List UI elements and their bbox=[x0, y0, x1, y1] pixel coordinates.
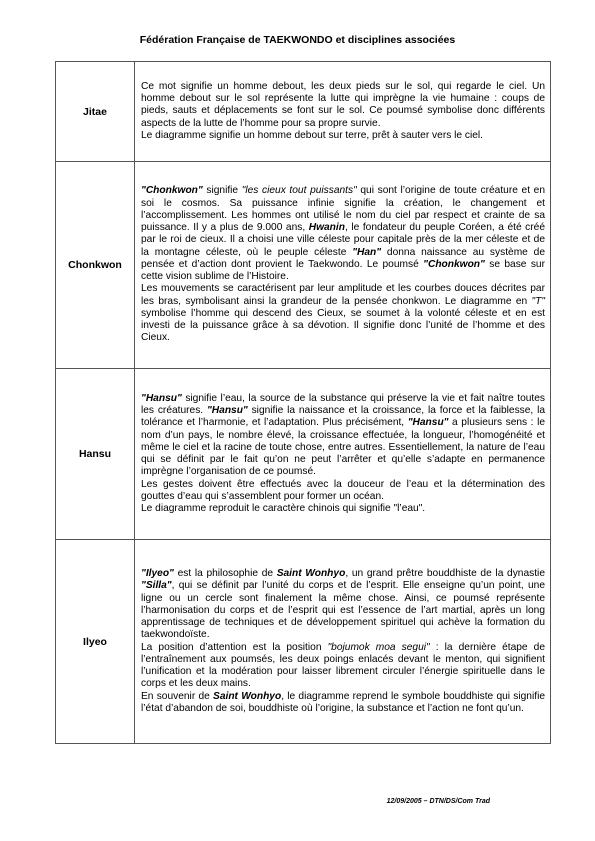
text-segment: donna naissance au système de pensée et d’action dont provient le Taekwondo. Le poumsé bbox=[141, 246, 545, 270]
description-paragraph bbox=[141, 503, 545, 515]
description-paragraph bbox=[141, 393, 545, 479]
text-segment: Saint Wonhyo bbox=[213, 690, 282, 702]
text-segment: "les cieux tout puissants" bbox=[241, 185, 357, 197]
text-segment: Ce mot signifie un homme debout, les deux pieds sur le sol, qui regarde le ciel. Un homme debout sur le sol représente la lutte qui imprègne la vie humaine : coups de pieds, sauts et déplacements se font sur le sol. Ce poumsé symbolise donc différents aspects de la lutte de l’homme pour sa propre survie. bbox=[141, 80, 545, 129]
description-paragraph bbox=[141, 642, 545, 691]
text-segment: Hwanin bbox=[308, 222, 345, 234]
text-segment: , le fondateur du peuple Coréen, a été créé par le roi de cieux. Il a choisi une ville céleste pour capitale près de la mer céleste et de la montagne céleste, où le peuple céleste bbox=[141, 222, 545, 258]
poomse-name: Hansu bbox=[56, 369, 135, 540]
description-paragraph bbox=[141, 691, 545, 716]
text-segment: "Chonkwon" bbox=[141, 185, 203, 197]
text-segment: "Hansu" bbox=[407, 417, 449, 429]
text-segment: qui sont l’origine de toute créature et en soi le cosmos. Sa puissance infinie signifie la création, le changement et l’accomplissement. Les hommes ont utilisé le nom du ciel par respect et crainte de sa puissance. Il y a plus de 9.000 ans, bbox=[141, 185, 546, 234]
description-paragraph bbox=[141, 81, 545, 130]
poomse-table bbox=[55, 61, 551, 744]
text-segment: "Silla" bbox=[141, 580, 172, 592]
text-segment: "Han" bbox=[352, 246, 382, 258]
text-segment: signifie bbox=[202, 185, 242, 197]
table-row bbox=[56, 369, 551, 540]
text-segment: En souvenir de bbox=[141, 690, 214, 702]
poomse-description bbox=[135, 162, 551, 369]
poomse-description bbox=[135, 62, 551, 162]
text-segment: "Hansu" bbox=[206, 405, 248, 416]
text-segment: Saint Wonhyo bbox=[276, 568, 346, 579]
page-footer: 12/09/2005 – DTN/DS/Com Trad bbox=[386, 798, 490, 805]
description-paragraph bbox=[141, 479, 545, 504]
text-segment: a plusieurs sens : le nom d’un pays, le nombre élevé, la croissance effectuée, la longueur, l’homogénéité et même le ciel et la racine de toute chose, entre autres. Essentiellement, la nature de l’eau qui se définit par le fait qu’on ne peut l’arrêter et qu’elle s’adapte en permanence imprègne l’organisation de ce poumsé. bbox=[141, 417, 545, 478]
text-segment: symbolise l’homme qui descend des Cieux, se soumet à la volonté céleste et en est investi de la puissance grâce à sa dévotion. Il signifie donc l’unité de l’homme et des Cieux. bbox=[141, 307, 545, 344]
text-segment: , un grand prêtre bouddhiste de la dynastie bbox=[345, 568, 545, 579]
text-segment: , qui se définit par l’unité du corps et de l’esprit. Elle enseigne qu’un point, une ligne ou un cercle sont finalement la même chose. Ainsi, ce poumsé représente l’harmonisation du corps et de l’esprit qui est l’essence de l’art martial, après un long apprentissage de techniques et de développement spirituel qui achève la formation du taekwondoïste. bbox=[141, 580, 545, 641]
poomse-name: Jitae bbox=[56, 62, 135, 162]
description-paragraph bbox=[141, 283, 545, 344]
text-segment: signifie la naissance et la croissance, la force et la faiblesse, la tolérance et l’harmonie, et l’adaptation. Plus précisément, bbox=[141, 405, 546, 429]
text-segment: Le diagramme reproduit le caractère chinois qui signifie "l’eau". bbox=[141, 503, 426, 514]
table-row bbox=[56, 540, 551, 744]
table-row bbox=[56, 62, 551, 162]
poomse-name: Chonkwon bbox=[56, 162, 135, 369]
description-paragraph bbox=[141, 568, 545, 642]
description-paragraph bbox=[141, 130, 545, 142]
text-segment: La position d’attention est la position bbox=[141, 641, 328, 653]
text-segment: : la dernière étape de l’entraînement aux poumsés, les deux poings enlacés devant le menton, qui signifient l’unification et la modération pour laisser librement circuler l’énergie spirituelle dans le corps et les deux mains. bbox=[141, 641, 545, 690]
poomse-description bbox=[135, 540, 551, 744]
text-segment: "Ilyeo" bbox=[141, 568, 174, 579]
text-segment: est la philosophie de bbox=[173, 568, 277, 579]
text-segment: Le diagramme signifie un homme debout sur terre, prêt à sauter vers le ciel. bbox=[141, 129, 484, 141]
description-paragraph bbox=[141, 185, 545, 283]
text-segment: "Hansu" bbox=[141, 392, 182, 404]
table-row bbox=[56, 162, 551, 369]
text-segment: signifie l’eau, la source de la substance qui préserve la vie et fait naître toutes les créatures. bbox=[141, 392, 545, 416]
poomse-description bbox=[135, 369, 551, 540]
text-segment: , le diagramme reprend le symbole bouddhiste qui signifie l’état d’abandon de soi, bouddhiste où l’origine, la substance et l’action ne font qu’un. bbox=[141, 690, 545, 714]
poomse-name: Ilyeo bbox=[56, 540, 135, 744]
poomse-table-body bbox=[56, 62, 551, 744]
text-segment: Les mouvements se caractérisent par leur amplitude et les courbes douces décrites par les bras, symbolisant ainsi la grandeur de la pensée chonkwon. Le diagramme en bbox=[141, 283, 545, 307]
page-header: Fédération Française de TAEKWONDO et disciplines associées bbox=[139, 34, 456, 46]
text-segment: "bojumok moa segui" bbox=[327, 641, 430, 653]
text-segment: "Chonkwon" bbox=[423, 258, 485, 270]
text-segment: "T" bbox=[531, 295, 545, 307]
text-segment: Les gestes doivent être effectués avec la douceur de l’eau et la détermination des gouttes d’eau qui s’assemblent pour former un océan. bbox=[141, 478, 545, 502]
text-segment: se base sur cette vision sublime de l’Histoire. bbox=[141, 258, 545, 283]
